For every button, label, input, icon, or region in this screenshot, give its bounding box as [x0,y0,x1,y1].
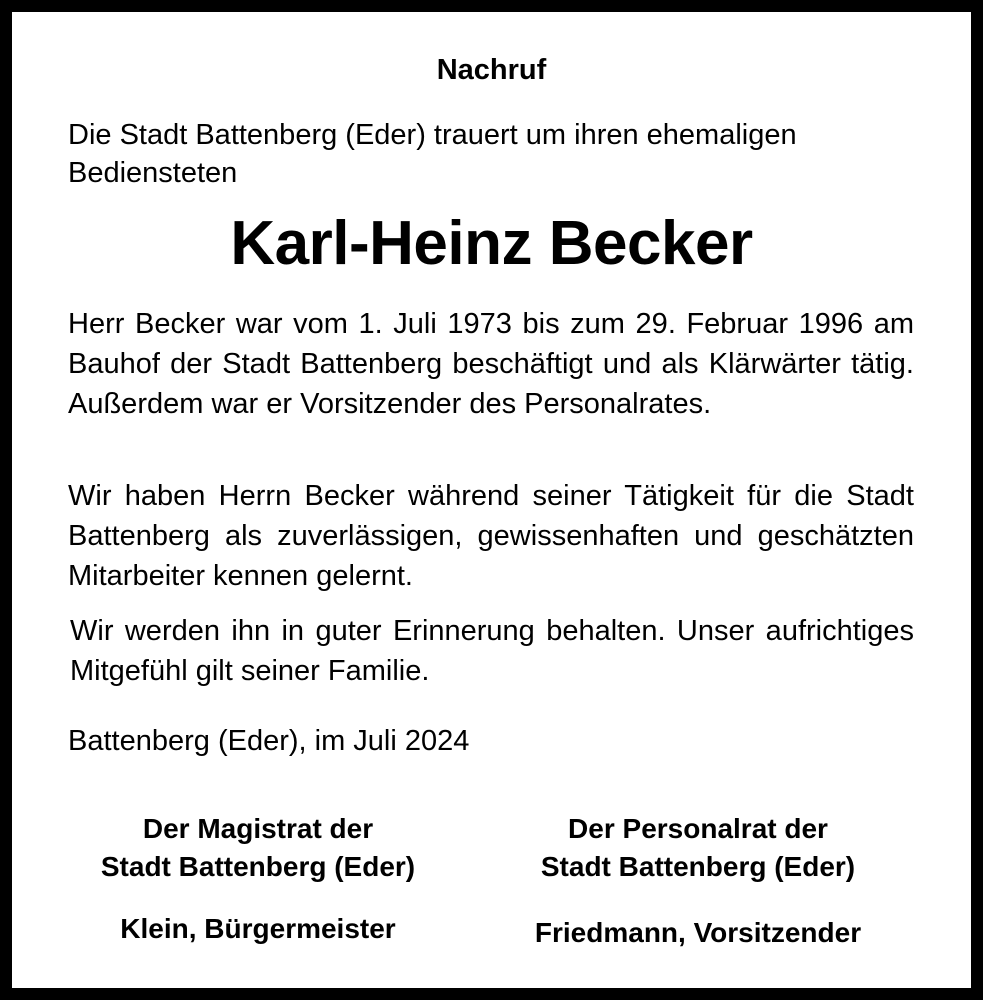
paragraph-tribute: Wir haben Herrn Becker während seiner Tätigkeit für die Stadt Battenberg als zuverlässigen, gewissenhaften und geschätzten Mitarbeiter kennen gelernt. [68,480,914,592]
signatory-org-line-2: Stadt Battenberg (Eder) [540,851,856,882]
signatory-name: Klein, Bürgermeister [120,913,396,944]
obituary-heading: Nachruf [436,54,547,86]
signatory-org-line-1: Der Personalrat der [568,813,828,844]
intro-text [68,116,918,192]
intro-line-1: Die Stadt Battenberg (Eder) trauert um ihren ehemaligen [68,119,797,151]
signatory-org-line-2: Stadt Battenberg (Eder) [100,851,416,882]
place-and-date: Battenberg (Eder), im Juli 2024 [68,725,470,757]
paragraph-condolence: Wir werden ihn in guter Erinnerung behalten. Unser aufrichtiges Mitgefühl gilt seiner Familie. [70,615,914,687]
signatory-name: Friedmann, Vorsitzender [534,917,862,948]
intro-line-2: Bediensteten [68,157,238,189]
signatory-org-line-1: Der Magistrat der [142,813,374,844]
deceased-name: Karl-Heinz Becker [230,209,753,278]
paragraph-career: Herr Becker war vom 1. Juli 1973 bis zum 29. Februar 1996 am Bauhof der Stadt Battenberg beschäftigt und als Klärwärter tätig. Außerdem war er Vorsitzender des Personalrates. [68,308,914,420]
signatory-magistrate [58,810,458,948]
signatory-staff-council [498,810,898,952]
